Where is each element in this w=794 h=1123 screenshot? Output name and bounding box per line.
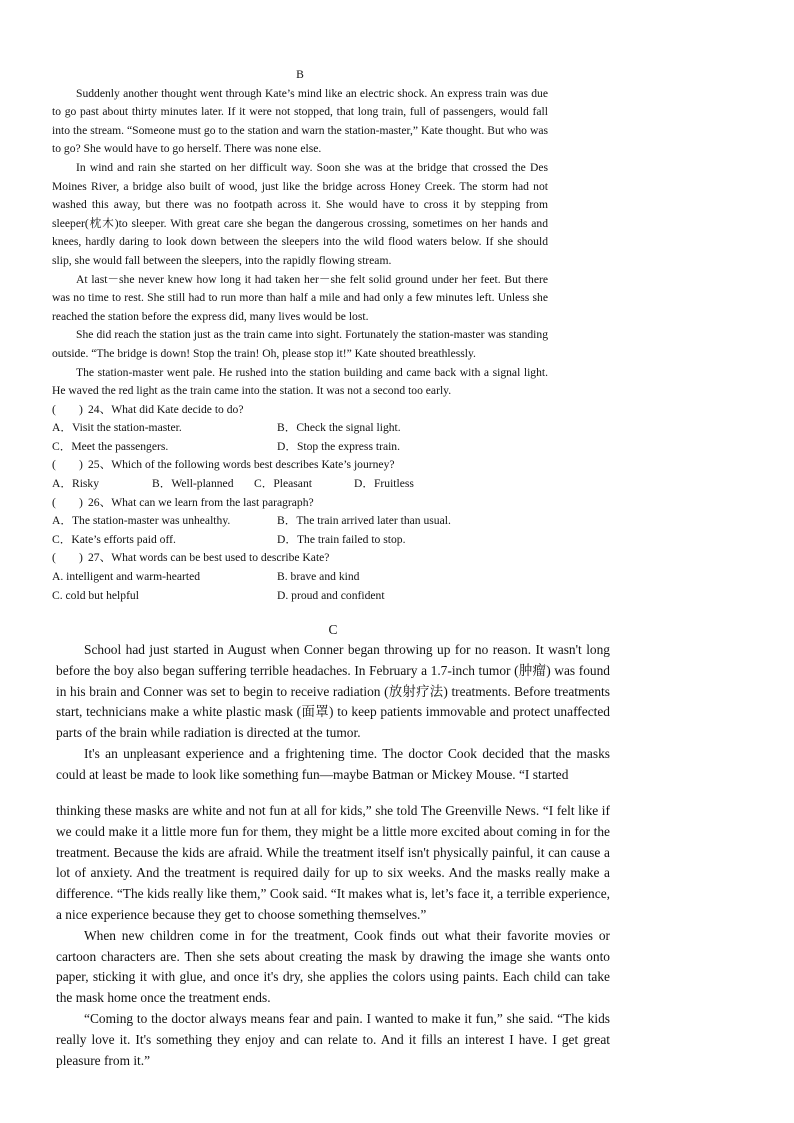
option-a: A．The station-master was unhealthy. — [52, 514, 231, 528]
option-a: A. intelligent and warm-hearted — [52, 570, 201, 584]
answer-blank: ( ) — [52, 458, 83, 472]
question-25 — [52, 456, 548, 493]
section-b — [52, 66, 548, 605]
option-d: D. proud and confident — [277, 588, 385, 602]
question-26 — [52, 494, 548, 550]
section-c-paragraph: “Coming to the doctor always means fear and pain. I wanted to make it fun,” she said. “The kids really love it. It's something they enjoy and can relate to. And it fills an interest I have. I get great pleasure from it.” — [56, 1010, 610, 1068]
section-b-title: B — [296, 68, 304, 81]
section-b-paragraph: She did reach the station just as the train came into sight. Fortunately the station-master was standing outside. “The bridge is down! Stop the train! Oh, please stop it!” Kate shouted breathlessly. — [52, 328, 548, 360]
option-a: A．Risky — [52, 477, 100, 491]
answer-blank: ( ) — [52, 551, 83, 565]
option-c: C. cold but helpful — [52, 588, 139, 602]
section-c-paragraph: School had just started in August when Conner began throwing up for no reason. It wasn't long before the boy also began suffering terrible headaches. In February a 1.7-inch tumor (肿瘤) was found in his brain and Conner was set to begin to receive radiation (放射疗法) treatments. Before treatments start, technicians make a white plastic mask (面罩) to keep patients immovable and protect unaffected parts of the brain while radiation is directed at the tumor. — [56, 642, 610, 741]
section-b-paragraph: Suddenly another thought went through Kate’s mind like an electric shock. An express train was due to go past about thirty minutes later. If it were not stopped, that long train, full of passengers, would fall into the stream. “Someone must go to the station and warn the station-master,” Kate thought. But who was to go? She would have to go herself. There was none else. — [52, 86, 548, 156]
option-b: B．Well-planned — [152, 477, 234, 491]
question-24 — [52, 401, 548, 457]
section-b-paragraph: In wind and rain she started on her difficult way. Soon she was at the bridge that crossed the Des Moines River, a bridge also built of wood, just like the bridge across Honey Creek. The storm had not washed this away, but there was no footpath across it. She would have to cross it by stepping from sleeper(枕木)to sleeper. With great care she began the dangerous crossing, sometimes on her hands and knees, hardly daring to look down between the sleepers into the wild flood waters below. If she should slip, she would fall between the sleepers, into the rapidly flowing stream. — [52, 160, 548, 267]
option-d: D．Fruitless — [354, 477, 414, 491]
section-c-title: C — [328, 622, 338, 637]
section-c-paragraph: When new children come in for the treatment, Cook finds out what their favorite movies or cartoon characters are. Then she sets about creating the mask by drawing the image she wants onto paper, sticking it with glue, and once it's dry, she applies the colors using paints. Each child can take the mask home once the treatment ends. — [56, 927, 610, 1006]
option-b: B．Check the signal light. — [277, 421, 401, 435]
section-c — [56, 620, 610, 786]
answer-blank: ( ) — [52, 495, 83, 509]
option-c: C．Pleasant — [254, 477, 312, 491]
option-a: A．Visit the station-master. — [52, 421, 182, 435]
section-b-paragraph: At last－she never knew how long it had taken her－she felt solid ground under her feet. But there was no time to rest. She still had to run more than half a mile and had only a few minutes left. Unless she reached the station before the express did, many lives would be lost. — [52, 272, 548, 323]
option-c: C．Kate’s efforts paid off. — [52, 532, 176, 546]
option-c: C．Meet the passengers. — [52, 439, 169, 453]
option-d: D．The train failed to stop. — [277, 532, 406, 546]
option-b: B．The train arrived later than usual. — [277, 514, 451, 528]
option-d: D．Stop the express train. — [277, 439, 401, 453]
question-stem: 25、Which of the following words best describes Kate’s journey? — [88, 458, 395, 472]
answer-blank: ( ) — [52, 402, 83, 416]
section-b-paragraph: The station-master went pale. He rushed into the station building and came back with a signal light. He waved the red light as the train came into the station. It was not a second too early. — [52, 365, 548, 398]
question-stem: 24、What did Kate decide to do? — [88, 402, 244, 416]
question-stem: 26、What can we learn from the last paragraph? — [88, 495, 314, 509]
question-27 — [52, 549, 548, 605]
option-b: B. brave and kind — [277, 570, 360, 584]
section-c-continued — [56, 801, 610, 1071]
section-c-paragraph: thinking these masks are white and not fun at all for kids,” she told The Greenville News. “I felt like if we could make it a little more fun for them, they might be a little more excited about coming in for the treatment. Because the kids are afraid. While the treatment itself isn't physically painful, it can cause a lot of anxiety. And the treatment is required daily for up to six weeks. And the masks really make a difference. “The kids really like them,” Cook said. “It makes what is, let’s face it, a terrible experience, a nice experience because they get to choose something themselves.” — [56, 803, 610, 922]
section-c-paragraph: It's an unpleasant experience and a frightening time. The doctor Cook decided that the masks could at least be made to look like something fun—maybe Batman or Mickey Mouse. “I started — [56, 745, 610, 782]
question-stem: 27、What words can be best used to describe Kate? — [88, 551, 330, 565]
